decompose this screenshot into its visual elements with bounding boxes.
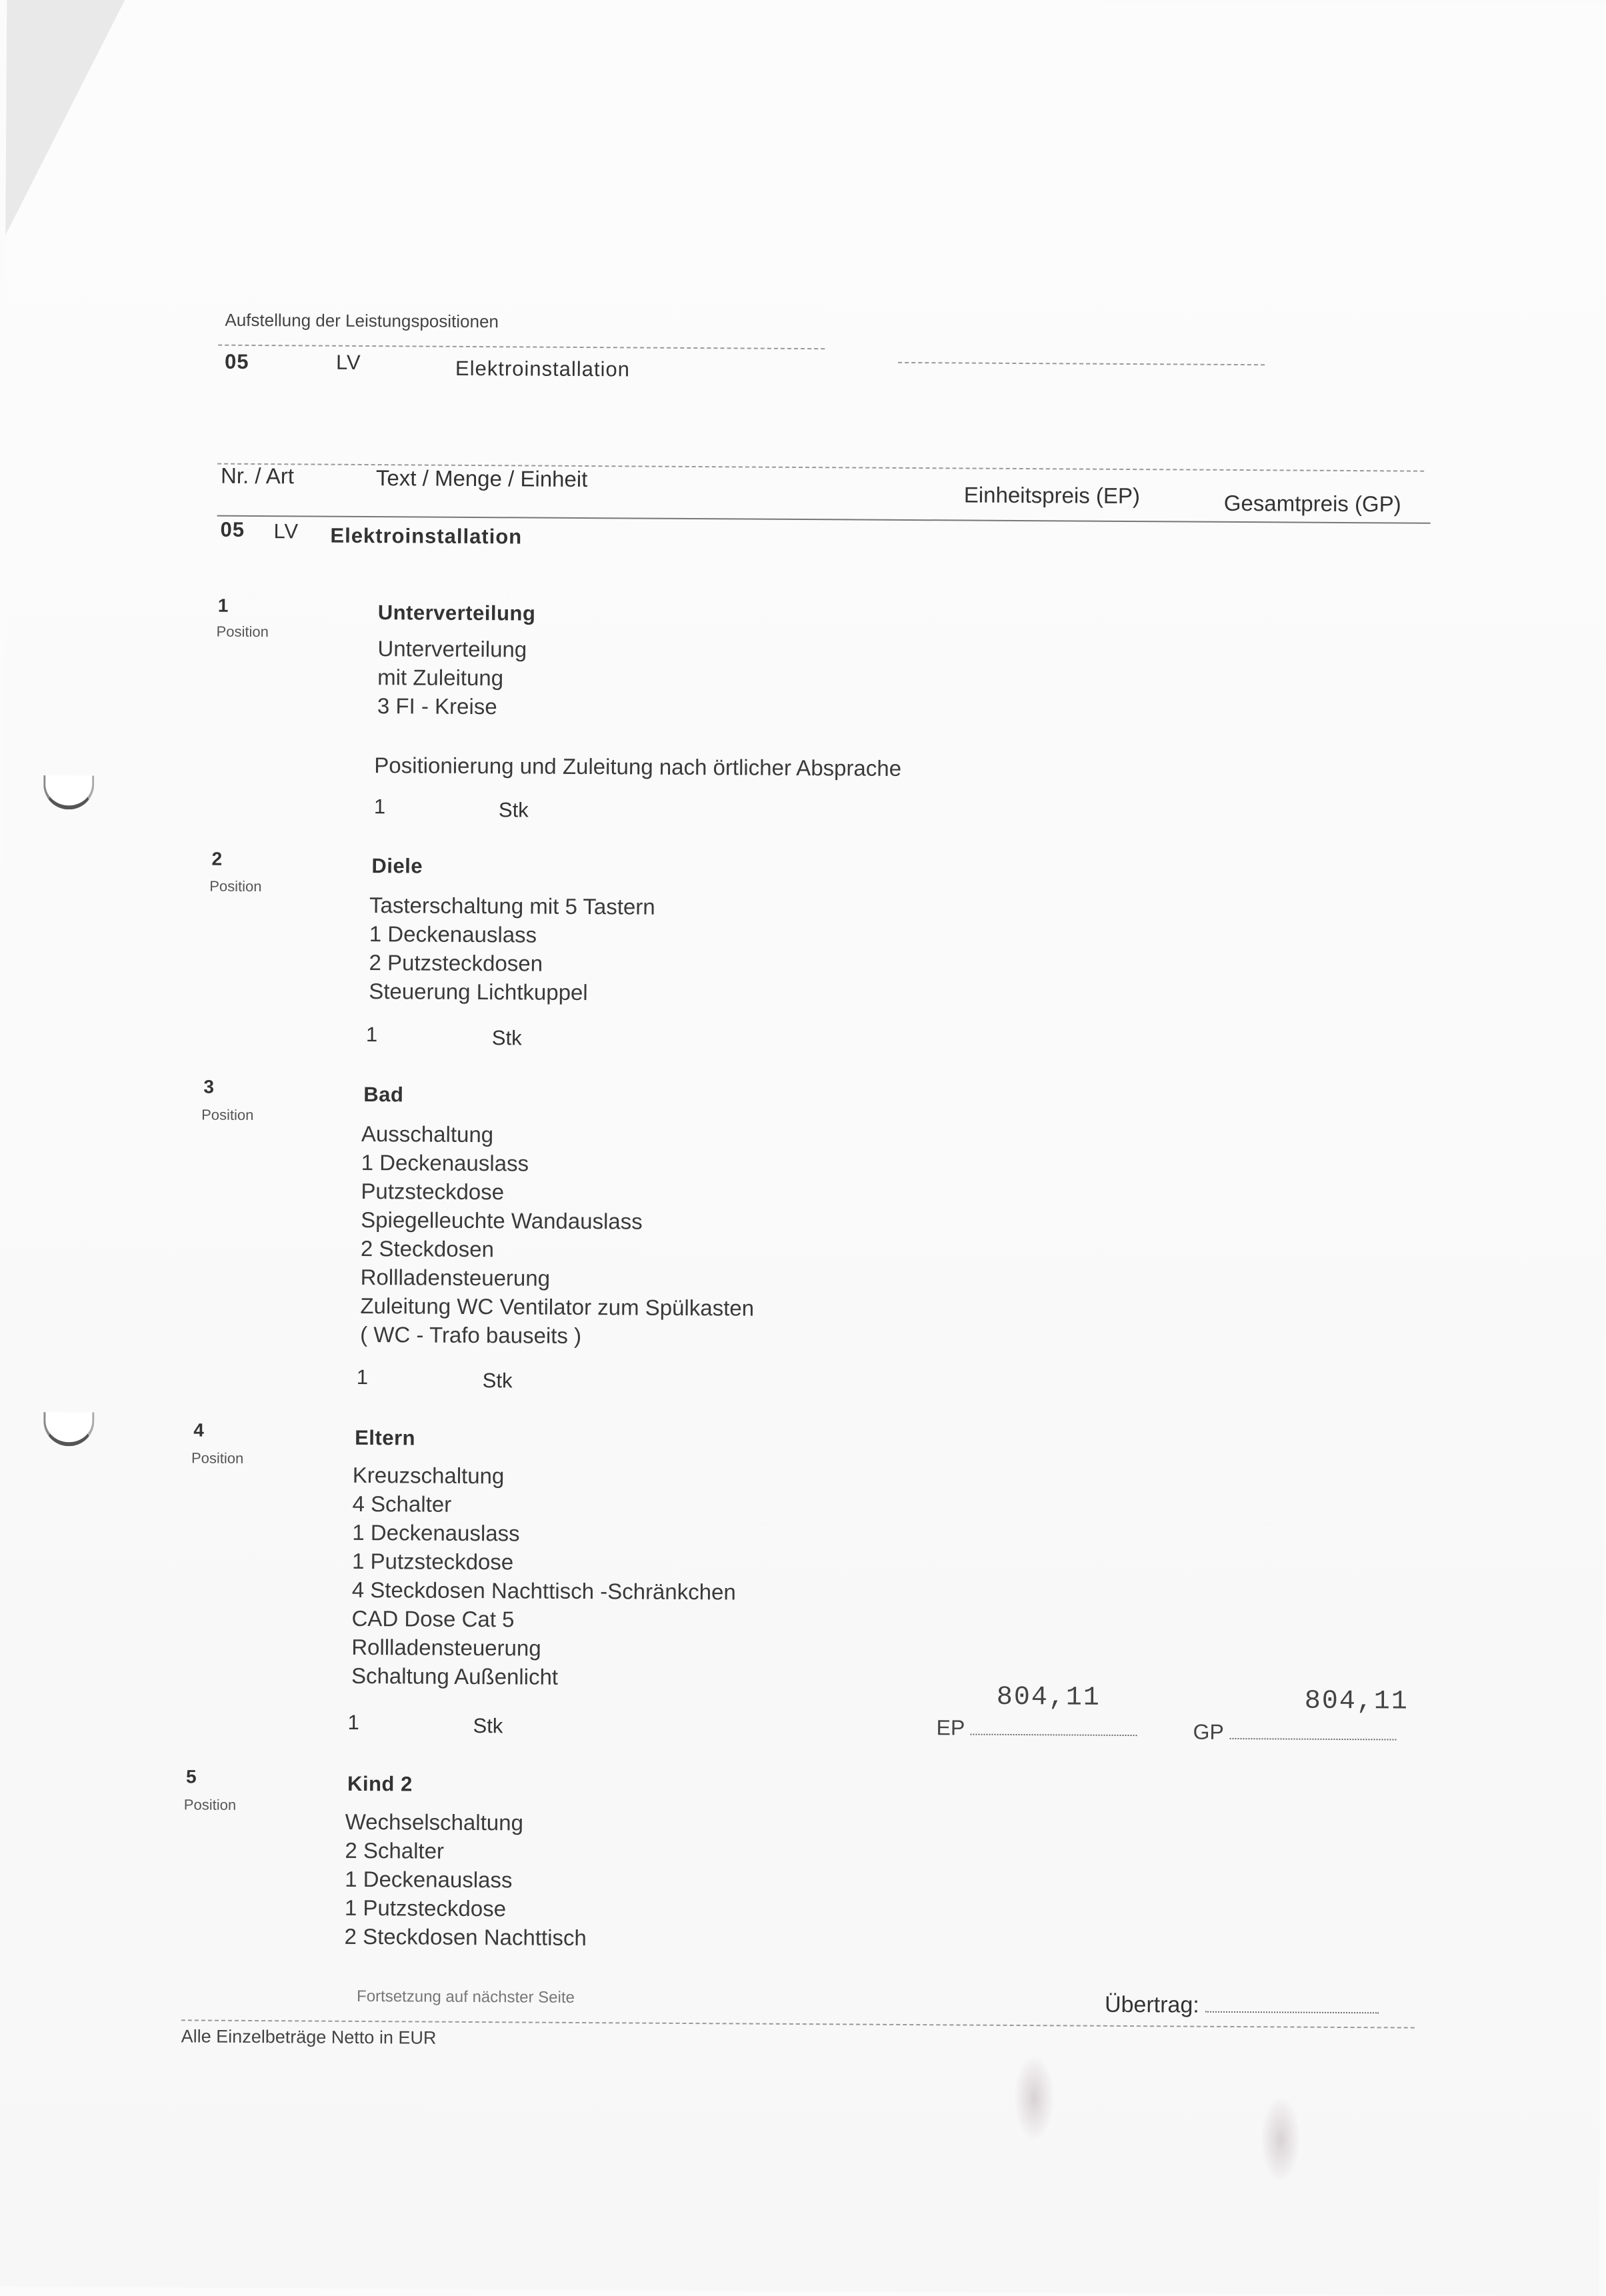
position-title: Unterverteilung xyxy=(377,601,536,625)
section-title: Aufstellung der Leistungspositionen xyxy=(225,309,499,332)
group-number: 05 xyxy=(220,517,245,541)
description-line: 1 Deckenauslass xyxy=(345,1866,513,1893)
position-description xyxy=(344,1807,587,1952)
description-line: Spiegelleuchte Wandauslass xyxy=(361,1207,643,1234)
description-line: 2 Putzsteckdosen xyxy=(369,950,543,976)
header-lv-type: LV xyxy=(335,350,361,374)
currency-note: Alle Einzelbeträge Netto in EUR xyxy=(181,2026,437,2048)
scan-smudge xyxy=(1014,2055,1055,2141)
description-line: Unterverteilung xyxy=(377,636,527,662)
description-line: 1 Putzsteckdose xyxy=(351,1548,514,1575)
position-label: Position xyxy=(183,1796,237,1813)
scan-smudge xyxy=(1260,2096,1301,2183)
total-price-value: 804,11 xyxy=(1304,1686,1409,1717)
carry-over-field xyxy=(1105,1992,1379,2020)
description-line: Rollladensteuerung xyxy=(351,1634,541,1661)
description-line: Putzsteckdose xyxy=(361,1178,505,1205)
position-label: Position xyxy=(209,877,262,895)
group-type: LV xyxy=(273,519,299,543)
position-unit: Stk xyxy=(473,1714,503,1738)
description-line: mit Zuleitung xyxy=(377,665,504,691)
position-unit: Stk xyxy=(498,798,529,822)
position-description xyxy=(360,1119,755,1351)
punch-hole-upper xyxy=(43,775,94,809)
position-title: Diele xyxy=(371,854,423,878)
description-line: Steuerung Lichtkuppel xyxy=(369,979,588,1005)
carry-over-label: Übertrag: xyxy=(1104,1991,1199,2018)
position-number: 2 xyxy=(211,848,223,869)
position-title: Eltern xyxy=(355,1425,416,1450)
total-price-label: GP xyxy=(1193,1719,1224,1744)
column-header-nr-art: Nr. / Art xyxy=(220,463,295,489)
position-unit: Stk xyxy=(482,1369,513,1393)
description-line: 4 Schalter xyxy=(352,1491,452,1517)
description-line: Schaltung Außenlicht xyxy=(351,1663,559,1689)
description-line: 1 Putzsteckdose xyxy=(344,1895,507,1921)
position-description xyxy=(377,634,527,721)
unit-price-field xyxy=(936,1715,1137,1741)
description-line: 3 FI - Kreise xyxy=(377,693,497,719)
position-quantity: 1 xyxy=(347,1710,359,1734)
column-header-text: Text / Menge / Einheit xyxy=(375,465,588,492)
description-line: Zuleitung WC Ventilator zum Spülkasten xyxy=(360,1293,755,1321)
total-price-dotted-line xyxy=(1229,1725,1396,1741)
position-unit: Stk xyxy=(491,1026,522,1050)
header-lv-number: 05 xyxy=(224,349,249,373)
description-line: 1 Deckenauslass xyxy=(361,1149,529,1176)
description-line: Rollladensteuerung xyxy=(360,1264,551,1291)
header-rule xyxy=(218,345,825,350)
unit-price-dotted-line xyxy=(970,1721,1137,1737)
description-line: 2 Steckdosen xyxy=(360,1235,495,1262)
description-line: 1 Deckenauslass xyxy=(352,1519,520,1546)
description-line: Tasterschaltung mit 5 Tastern xyxy=(369,893,655,919)
punch-hole-lower xyxy=(43,1412,94,1446)
position-number: 1 xyxy=(217,595,229,616)
header-lv-name: Elektroinstallation xyxy=(455,356,631,381)
description-line: 2 Schalter xyxy=(345,1837,445,1863)
position-title: Kind 2 xyxy=(347,1771,413,1796)
description-line: 1 Deckenauslass xyxy=(369,921,537,947)
position-title: Bad xyxy=(363,1083,404,1107)
position-description xyxy=(369,891,655,1007)
column-header-bottom-rule xyxy=(217,515,1431,524)
folded-corner xyxy=(5,0,127,236)
description-line: Wechselschaltung xyxy=(345,1809,524,1835)
description-line: Ausschaltung xyxy=(361,1121,494,1147)
column-header-gp: Gesamtpreis (GP) xyxy=(1223,490,1401,517)
description-line: 4 Steckdosen Nachttisch -Schränkchen xyxy=(351,1577,736,1605)
position-number: 5 xyxy=(185,1766,197,1787)
column-header-ep: Einheitspreis (EP) xyxy=(963,482,1141,509)
header-rule-right xyxy=(898,362,1265,365)
group-name: Elektroinstallation xyxy=(330,523,523,549)
unit-price-value: 804,11 xyxy=(996,1682,1101,1713)
description-line: ( WC - Trafo bauseits ) xyxy=(360,1321,582,1349)
position-note: Positionierung und Zuleitung nach örtlicher Absprache xyxy=(374,753,902,781)
continuation-note: Fortsetzung auf nächster Seite xyxy=(356,1987,575,2007)
position-label: Position xyxy=(191,1449,244,1467)
total-price-field xyxy=(1193,1720,1396,1746)
position-label: Position xyxy=(201,1106,254,1123)
description-line: CAD Dose Cat 5 xyxy=(351,1605,515,1632)
position-number: 3 xyxy=(203,1076,215,1097)
position-description xyxy=(351,1461,737,1693)
position-number: 4 xyxy=(193,1419,204,1441)
position-quantity: 1 xyxy=(356,1365,369,1389)
unit-price-label: EP xyxy=(936,1715,965,1740)
position-label: Position xyxy=(216,623,269,641)
position-quantity: 1 xyxy=(365,1023,378,1047)
description-line: 2 Steckdosen Nachttisch xyxy=(344,1923,587,1951)
position-quantity: 1 xyxy=(373,795,386,819)
carry-over-dotted-line xyxy=(1205,1998,1379,2014)
description-line: Kreuzschaltung xyxy=(352,1462,505,1489)
